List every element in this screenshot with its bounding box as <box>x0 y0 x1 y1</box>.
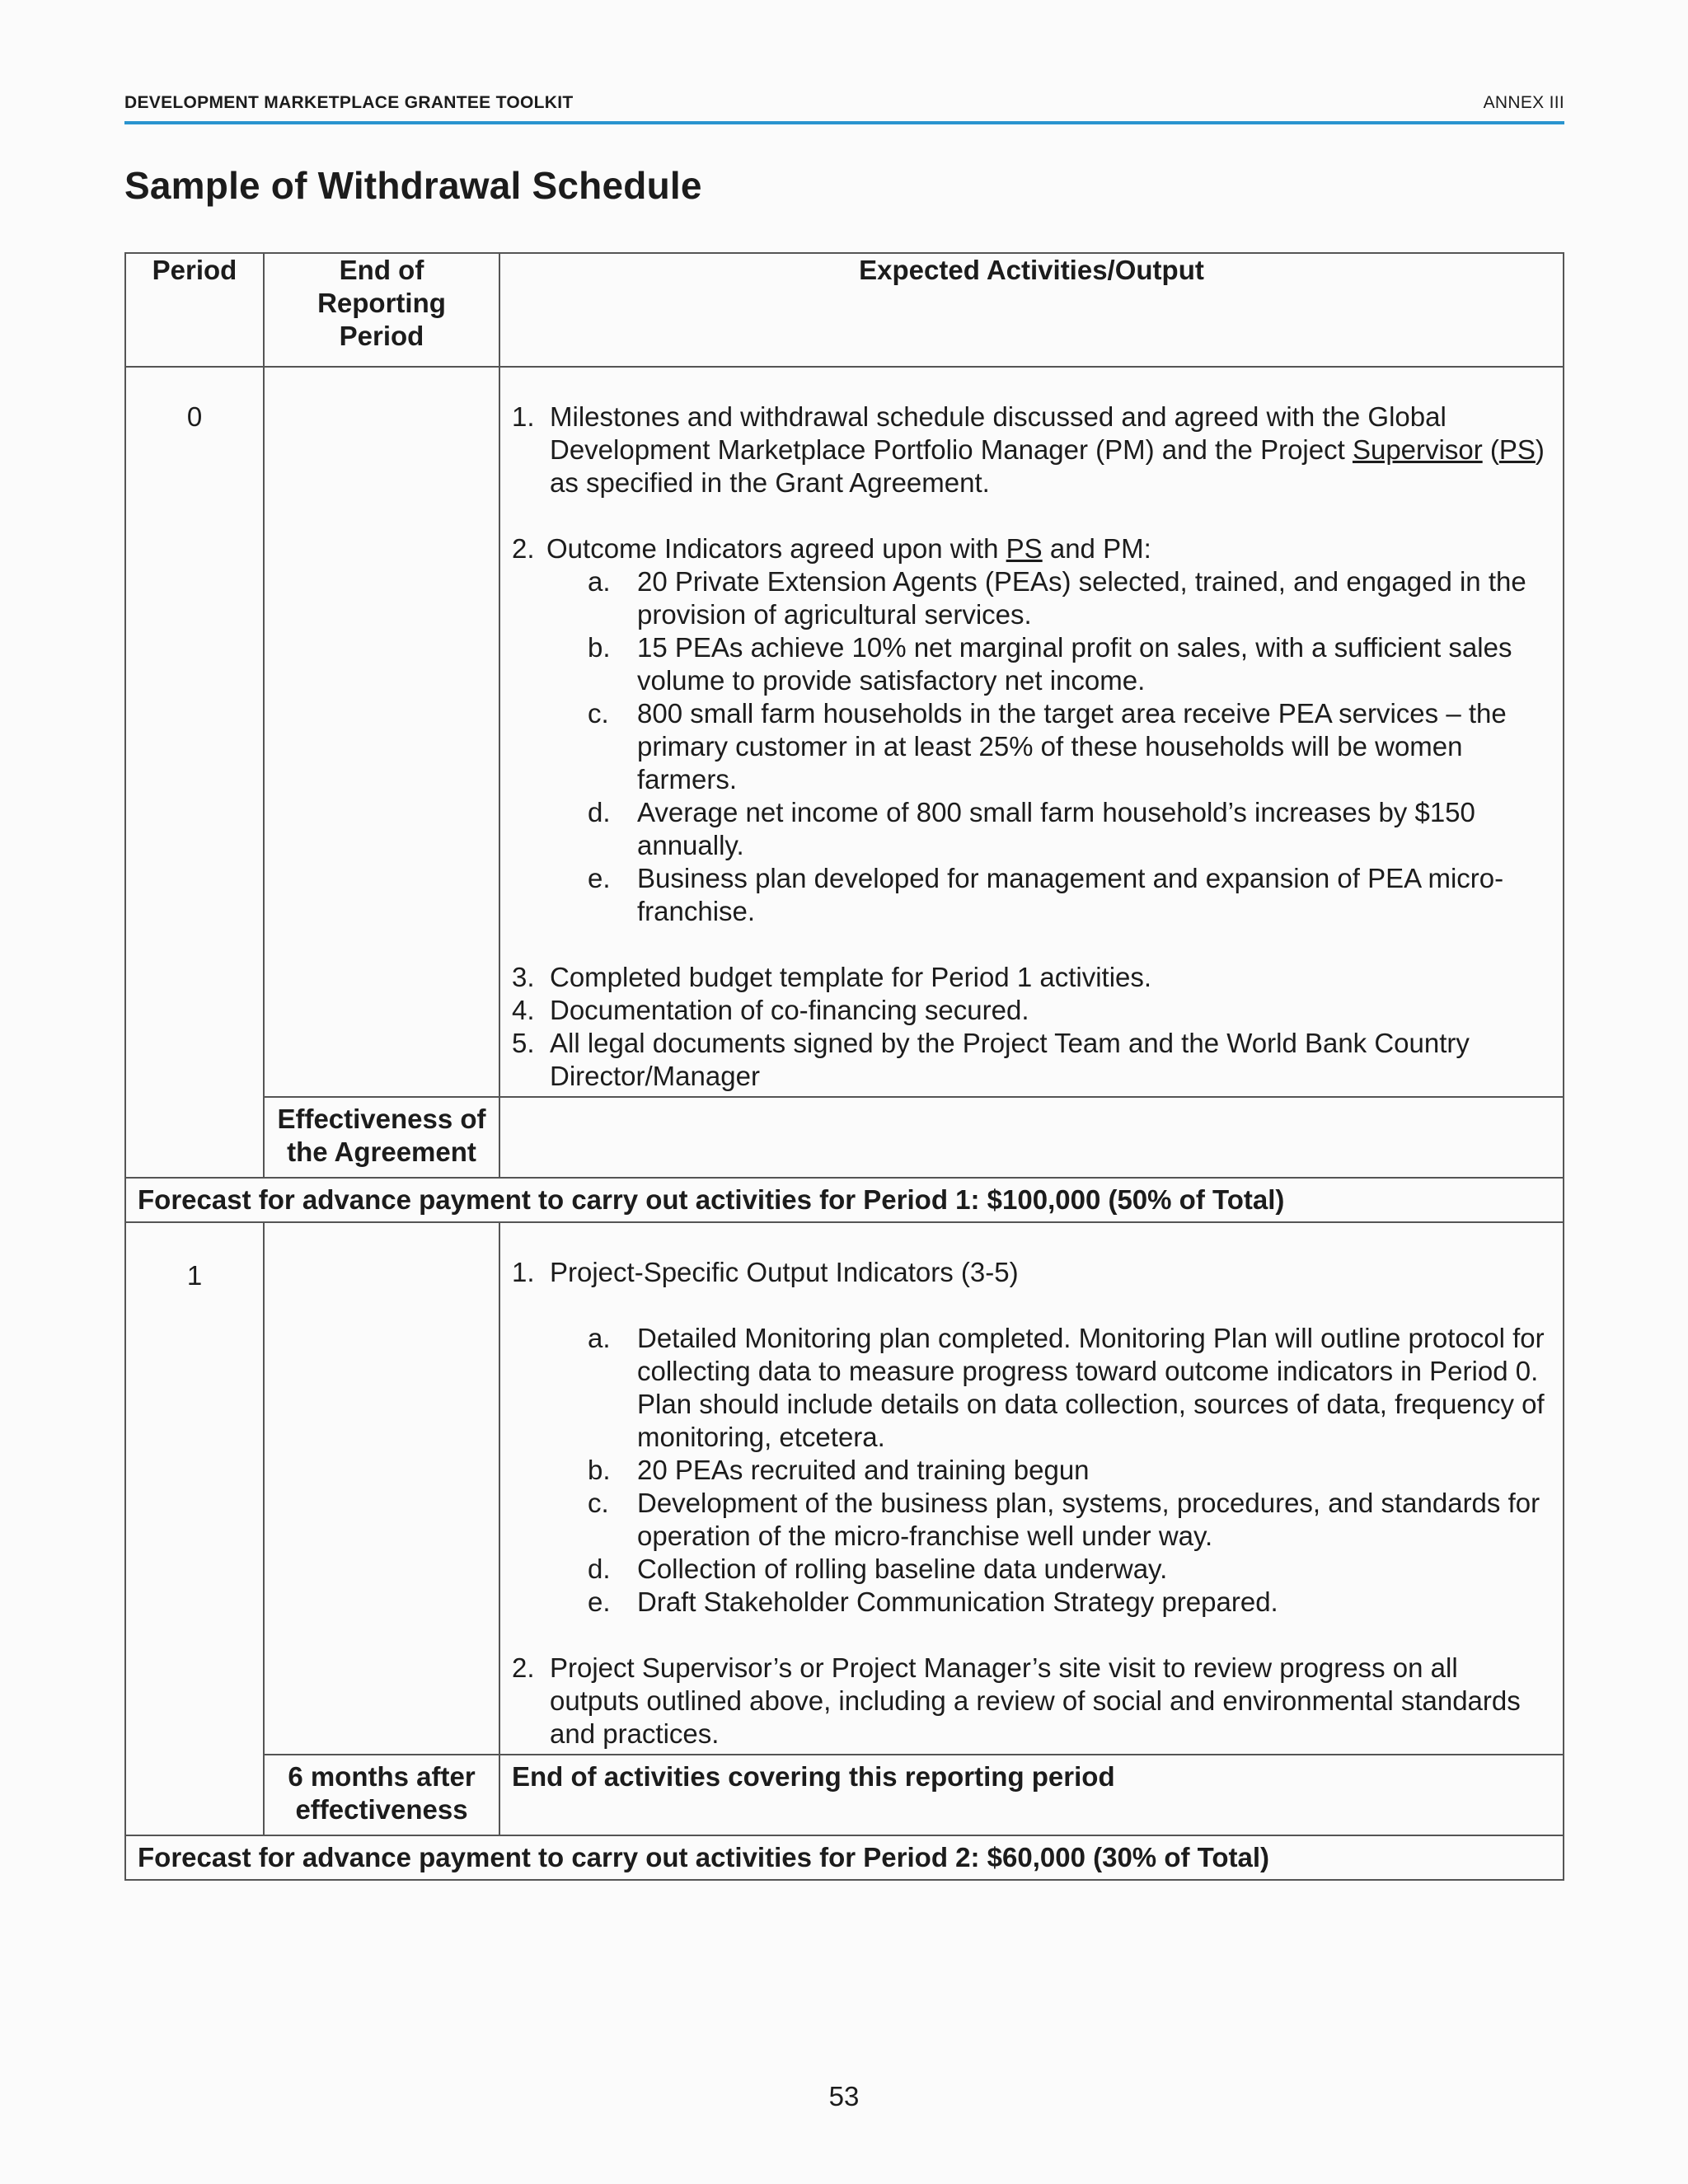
table-header-row <box>125 253 1564 367</box>
page-number: 53 <box>828 2081 860 2111</box>
list-item: a. Detailed Monitoring plan completed. Monitoring Plan will outline protocol for collecting data to measure progress toward outcome indicators in Period 0. Plan should include details on data collection, sources of data, frequency of monitoring, etcetera. <box>588 1323 1545 1452</box>
header-annex: ANNEX III <box>1483 93 1564 112</box>
list-item: 3. Completed budget template for Period 1 activities. <box>512 962 1152 992</box>
end-of-period-cell <box>264 1222 499 1755</box>
list-item: 2. Outcome Indicators agreed upon with PS and PM: a. 20 Private Extension Agents (PEAs) selected, trained, and engaged in the provision of agricultural services. b. 15 PEAs achieve 10% net marginal profit on sales, with a sufficient sales volume to provide satisfactory net income. c. 800 small farm households in the target area receive PEA services – the primary customer in at least 25% of these households will be women farmers. d. Average net income of 800 small farm household’s increases by $150 annually. e. Business plan developed for management and expansion of PEA micro-franchise. <box>512 532 1554 928</box>
period-cell: 0 <box>125 367 264 1178</box>
column-header-period: Period <box>125 253 264 367</box>
table-row <box>125 1178 1564 1222</box>
forecast-period-1: Forecast for advance payment to carry out activities for Period 1: $100,000 (50% of Total) <box>125 1178 1564 1222</box>
period-cell: 1 <box>125 1222 264 1835</box>
running-header <box>124 93 1564 113</box>
outcome-indicators-list <box>512 565 1554 928</box>
list-item: d. Average net income of 800 small farm household’s increases by $150 annually. <box>588 797 1475 860</box>
table-row <box>125 1835 1564 1880</box>
table-row <box>125 1097 1564 1178</box>
page-title: Sample of Withdrawal Schedule <box>124 164 702 207</box>
table-row <box>125 367 1564 1097</box>
column-header-expected-activities: Expected Activities/Output <box>499 253 1564 367</box>
list-item: 2. Project Supervisor’s or Project Manager’s site visit to review progress on all outputs outlined above, including a review of social and environmental standards and practices. <box>512 1652 1521 1749</box>
table-row <box>125 1755 1564 1835</box>
list-item: 1. Milestones and withdrawal schedule discussed and agreed with the Global Development Marketplace Portfolio Manager (PM) and the Project Supervisor (PS) as specified in the Grant Agreement. <box>512 401 1545 498</box>
end-of-period-label: Effectiveness of the Agreement <box>264 1097 499 1178</box>
list-item: e. Draft Stakeholder Communication Strategy prepared. <box>588 1586 1278 1617</box>
output-indicators-list <box>512 1322 1554 1619</box>
activities-list <box>512 1256 1554 1322</box>
end-of-period-activity <box>499 1097 1564 1178</box>
list-item: d. Collection of rolling baseline data underway. <box>588 1554 1168 1584</box>
list-item: e. Business plan developed for management and expansion of PEA micro-franchise. <box>588 863 1504 926</box>
list-item: b. 15 PEAs achieve 10% net marginal profit on sales, with a sufficient sales volume to provide satisfactory net income. <box>588 632 1512 696</box>
forecast-period-2: Forecast for advance payment to carry out activities for Period 2: $60,000 (30% of Total) <box>125 1835 1564 1880</box>
end-of-period-cell <box>264 367 499 1097</box>
list-item: 1. Project-Specific Output Indicators (3-5) <box>512 1257 1019 1287</box>
activities-list <box>512 401 1554 1093</box>
list-item: 4. Documentation of co-financing secured. <box>512 995 1029 1025</box>
end-of-period-activity: End of activities covering this reporting period <box>499 1755 1564 1835</box>
table-row <box>125 1222 1564 1755</box>
list-item: a. 20 Private Extension Agents (PEAs) selected, trained, and engaged in the provision of agricultural services. <box>588 566 1526 630</box>
list-item: b. 20 PEAs recruited and training begun <box>588 1455 1090 1485</box>
withdrawal-schedule-table <box>124 252 1564 1881</box>
end-of-period-label: 6 months after effectiveness <box>264 1755 499 1835</box>
activities-cell <box>499 1222 1564 1755</box>
list-item: c. 800 small farm households in the target area receive PEA services – the primary customer in at least 25% of these households will be women farmers. <box>588 698 1507 794</box>
header-rule <box>124 121 1564 124</box>
activities-cell <box>499 367 1564 1097</box>
list-item: c. Development of the business plan, systems, procedures, and standards for operation of the micro-franchise well under way. <box>588 1488 1540 1551</box>
list-item: 5. All legal documents signed by the Project Team and the World Bank Country Director/Manager <box>512 1028 1470 1091</box>
column-header-end-of-reporting-period: End of Reporting Period <box>264 253 499 367</box>
header-title: DEVELOPMENT MARKETPLACE GRANTEE TOOLKIT <box>124 93 574 112</box>
